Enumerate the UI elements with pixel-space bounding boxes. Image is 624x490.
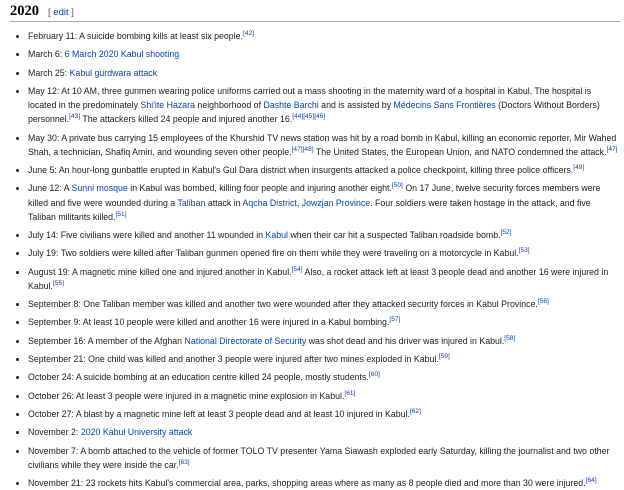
citation-ref (410, 408, 421, 415)
citation-link[interactable]: [44] (292, 113, 304, 121)
event-item (28, 407, 620, 421)
citation-link[interactable]: [52] (500, 229, 512, 237)
event-text: March 25: (28, 67, 70, 78)
event-text: May 12: At 10 AM, three gunmen wearing police uniforms carried out a mass shooting in the maternity ward of a hospital in Kabul. The hospital is located in the predominately (28, 85, 592, 111)
wiki-link[interactable]: Shi'ite (140, 100, 165, 111)
citation-ref (116, 211, 127, 218)
event-item (28, 228, 620, 242)
event-item (28, 84, 620, 127)
citation-ref (538, 298, 549, 305)
wiki-link[interactable]: Hazara (166, 100, 195, 111)
event-text: attack in (205, 197, 243, 208)
citation-link[interactable]: [64] (585, 477, 597, 485)
wiki-link[interactable]: Jowzjan Province (301, 197, 371, 208)
citation-ref (344, 390, 355, 397)
event-text: September 16: A member of the Afghan (28, 335, 185, 346)
citation-ref (292, 113, 303, 120)
citation-ref (392, 182, 403, 189)
citation-ref (303, 113, 314, 120)
edit-section (48, 7, 74, 18)
event-item (28, 444, 620, 472)
citation-ref (303, 146, 314, 153)
event-text: Also, a rocket attack left at least 3 people dead and another 16 were injured in Kabul. (28, 266, 609, 291)
event-text: June 12: A (28, 183, 72, 194)
event-text: October 27: A blast by a magnetic mine left at least 3 people dead and at least 10 injured in Kabul. (28, 408, 410, 419)
event-item (28, 181, 620, 224)
citation-link[interactable]: [62] (409, 408, 421, 416)
event-text: May 30: A private bus carrying 15 employees of the Khurshid TV news station was hit by a road bomb in Kabul, killing an economic reporter, Mir Wahed Shah, a technician, Shafiq Amiri, and wounding seven other people. (28, 132, 617, 157)
wiki-link[interactable]: Kabul (265, 230, 288, 241)
citation-link[interactable]: [61] (344, 389, 356, 397)
citation-link[interactable]: [47] (606, 145, 618, 153)
event-text: when their car hit a suspected Taliban roadside bomb. (288, 230, 501, 241)
event-text: February 11: A suicide bombing kills at least six people. (28, 31, 243, 41)
event-text: August 19: A magnetic mine killed one and injured another in Kabul. (28, 266, 292, 277)
event-item (28, 246, 620, 260)
event-item (28, 425, 620, 439)
event-text: , (296, 197, 302, 208)
citation-ref (179, 459, 190, 466)
wiki-link[interactable]: 2020 Kabul University attack (80, 427, 193, 438)
event-text: The attackers killed 24 people and injured another 16. (80, 114, 293, 125)
wiki-link[interactable]: Kabul gurdwara attack (69, 67, 158, 78)
citation-link[interactable]: [63] (178, 458, 190, 466)
event-text: and is assisted by (318, 100, 394, 111)
citation-ref (314, 113, 325, 120)
citation-link[interactable]: [42] (243, 30, 254, 38)
citation-ref (292, 266, 303, 273)
event-item (28, 297, 620, 311)
event-item (28, 389, 620, 403)
event-item (28, 315, 620, 329)
event-text: On 17 June, twelve security forces members were killed and five were wounded during a (28, 183, 601, 208)
citation-link[interactable]: [57] (389, 316, 401, 324)
event-text: was shot dead and his driver was injured in Kabul. (306, 335, 505, 346)
wiki-link[interactable]: Aqcha District (242, 197, 297, 208)
wiki-link[interactable]: Taliban (177, 197, 206, 208)
citation-link[interactable]: [56] (537, 298, 549, 306)
event-text: November 7: A bomb attached to the vehicle of former TOLO TV presenter Yama Siawash exploded early Saturday, killing the journalist and two other civilians while they were inside the car. (28, 445, 610, 470)
edit-bracket-open: [ (48, 7, 51, 18)
citation-link[interactable]: [49] (573, 164, 585, 172)
section-title: 2020 (10, 3, 39, 19)
citation-link[interactable]: [60] (368, 371, 380, 379)
event-item (28, 370, 620, 384)
citation-ref (369, 371, 380, 378)
event-item (28, 47, 620, 61)
event-item (28, 131, 620, 159)
citation-ref (53, 280, 64, 287)
event-text: September 8: One Taliban member was killed and another two were wounded after they attacked security forces in Kabul Province. (28, 299, 538, 310)
citation-link[interactable]: [59] (438, 353, 450, 361)
citation-link[interactable]: [50] (391, 182, 403, 190)
edit-bracket-close: ] (71, 7, 74, 18)
event-item (28, 334, 620, 348)
wiki-link[interactable]: National Directorate of Security (184, 335, 307, 346)
citation-link[interactable]: [45] (303, 113, 315, 121)
event-text: March 6: (28, 49, 65, 60)
event-item (28, 476, 620, 490)
wiki-link[interactable]: Médecins Sans Frontières (393, 100, 496, 111)
citation-ref (389, 317, 400, 324)
citation-link[interactable]: [48] (302, 145, 314, 153)
event-text: September 9: At least 10 people were killed and another 16 were injured in a Kabul bombing. (28, 317, 390, 328)
event-item (28, 352, 620, 366)
event-text: November 2: (28, 427, 81, 438)
wiki-link[interactable]: Sunni mosque (71, 183, 128, 194)
event-text: neighborhood of (194, 100, 264, 111)
event-text: July 19: Two soldiers were killed after Taliban gunmen opened fire on them while they were traveling on a motorcycle in Kabul. (28, 248, 519, 259)
event-text: September 21: One child was killed and another 3 people were injured after two mines exploded in Kabul. (28, 354, 439, 365)
event-text: The United States, the European Union, and NATO condemned the attack. (313, 146, 607, 157)
event-text: . Four soldiers were taken hostage in the attack, and five Taliban militants killed. (28, 197, 591, 222)
event-text: June 5: An hour-long gunbattle erupted in Kabul's Gul Dara district when insurgents attacked a police checkpoint, killing three police officers. (28, 165, 574, 176)
citation-link[interactable]: [47] (291, 145, 303, 153)
wiki-link[interactable]: 6 March 2020 Kabul shooting (64, 49, 180, 60)
citation-ref (519, 247, 530, 254)
event-text: (Doctors Without Borders) personnel. (28, 100, 600, 125)
event-item (28, 265, 620, 293)
citation-ref (69, 113, 80, 120)
event-text: July 14: Five civilians were killed and another 11 wounded in (28, 230, 266, 241)
event-text: October 24: A suicide bombing at an education centre killed 24 people, mostly students. (28, 372, 369, 383)
event-item (28, 66, 620, 80)
citation-link[interactable]: [46] (314, 113, 326, 121)
citation-ref (607, 146, 618, 153)
citation-ref (292, 146, 303, 153)
section-heading (10, 2, 620, 22)
citation-ref (573, 164, 584, 171)
citation-ref (243, 30, 254, 37)
edit-link[interactable]: edit (53, 7, 69, 18)
citation-ref (504, 335, 515, 342)
citation-link[interactable]: [54] (291, 265, 303, 273)
citation-ref (586, 477, 597, 484)
citation-link[interactable]: [43] (69, 113, 81, 121)
event-text: in Kabul was bombed, killing four people and injuring another eight. (127, 183, 392, 194)
event-item (28, 29, 620, 43)
citation-link[interactable]: [51] (115, 210, 127, 218)
citation-ref (439, 353, 450, 360)
citation-link[interactable]: [55] (52, 279, 64, 287)
citation-link[interactable]: [58] (504, 334, 516, 342)
citation-ref (501, 229, 512, 236)
citation-link[interactable]: [53] (518, 247, 530, 255)
event-list (10, 29, 620, 490)
event-text: November 21: 23 rockets hits Kabul's commercial area, parks, shopping areas where as many as 8 people died and more than 30 were injured. (28, 478, 586, 489)
wiki-link[interactable]: Dashte Barchi (263, 100, 319, 111)
event-text: October 26: At least 3 people were injured in a magnetic mine explosion in Kabul. (28, 390, 345, 401)
event-item (28, 163, 620, 177)
